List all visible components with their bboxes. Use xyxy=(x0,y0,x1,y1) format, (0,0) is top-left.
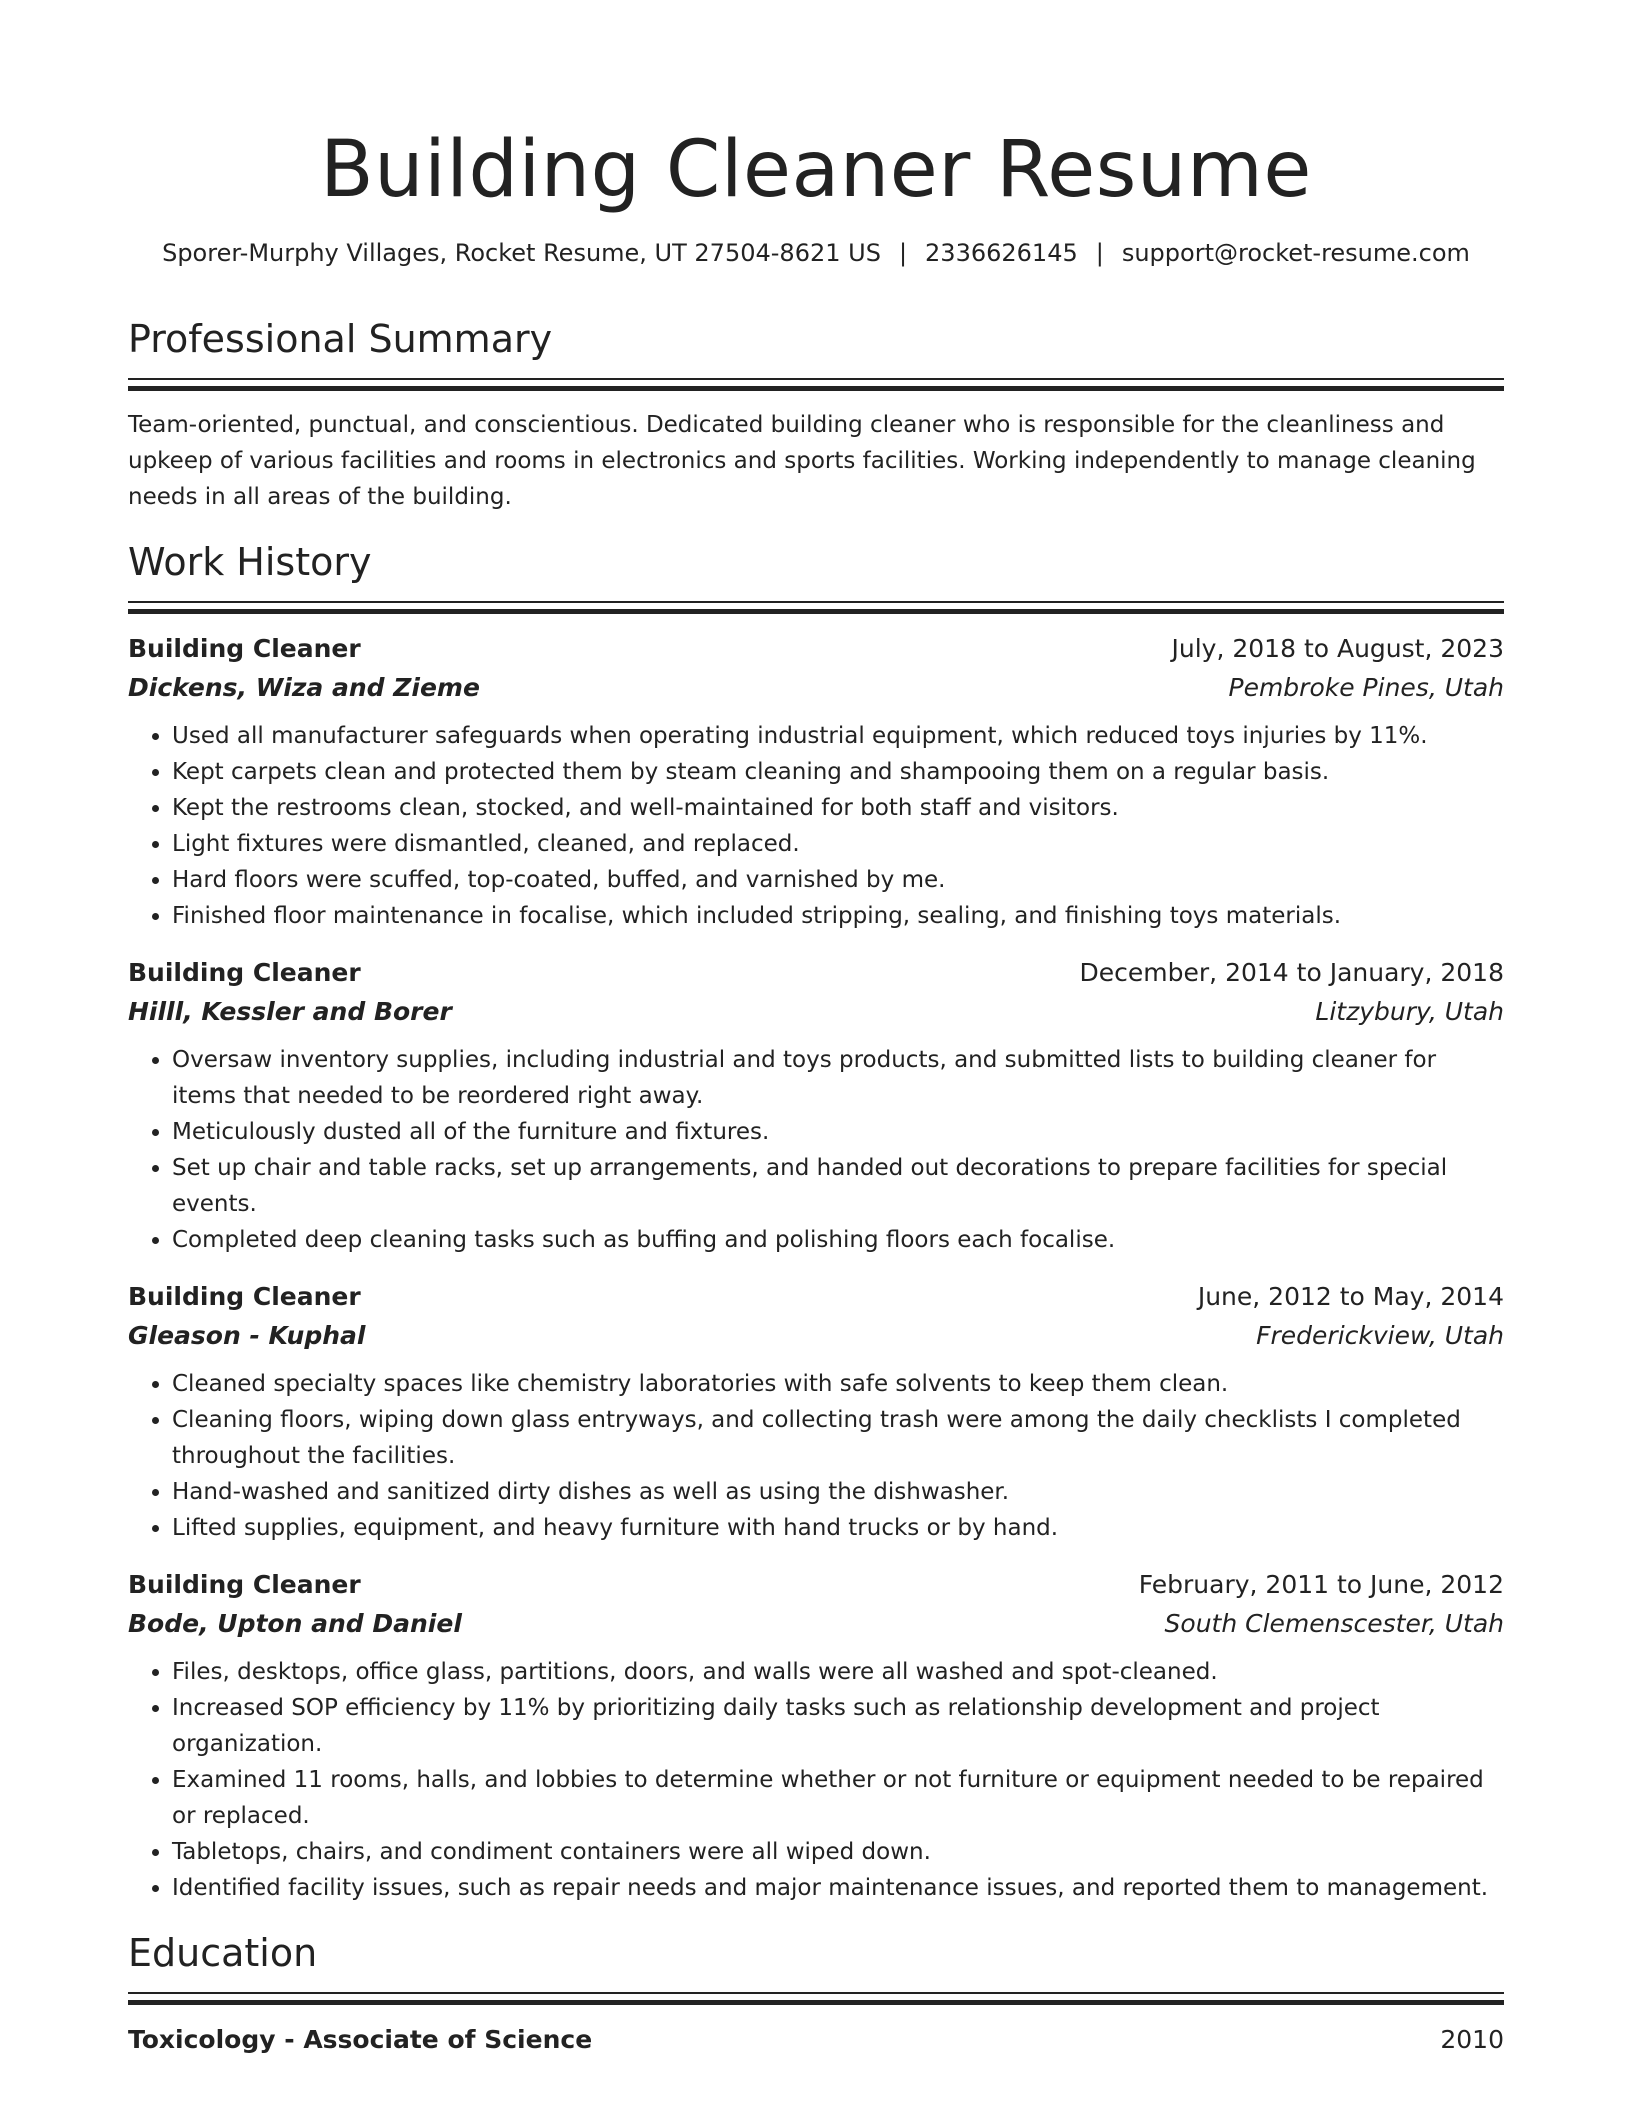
section-heading-work-history: Work History xyxy=(128,540,372,584)
job-company-row xyxy=(128,992,1504,1032)
job-title: Building Cleaner xyxy=(128,634,361,663)
job-header-row xyxy=(128,1278,1504,1316)
job-header-row xyxy=(128,954,1504,992)
job-title: Building Cleaner xyxy=(128,1282,361,1311)
job-location: Litzybury, Utah xyxy=(1315,997,1504,1026)
job-bullet: • Files, desktops, office glass, partitions, doors, and walls were all washed and spot-cleaned. xyxy=(172,1654,1504,1690)
section-heading-education: Education xyxy=(128,1931,318,1975)
job-company: Dickens, Wiza and Zieme xyxy=(128,673,480,702)
job-bullet: • Lifted supplies, equipment, and heavy furniture with hand trucks or by hand. xyxy=(172,1510,1504,1546)
education-row xyxy=(128,2021,1504,2059)
section-divider xyxy=(128,378,1504,391)
summary-section xyxy=(128,314,1504,515)
job-bullet: • Set up chair and table racks, set up arrangements, and handed out decorations to prepare facilities for special events. xyxy=(172,1150,1504,1222)
job-title: Building Cleaner xyxy=(128,958,361,987)
job-bullets xyxy=(128,1366,1504,1546)
job-bullet: • Meticulously dusted all of the furniture and fixtures. xyxy=(172,1114,1504,1150)
job-company-row xyxy=(128,1316,1504,1356)
job-company-row xyxy=(128,1604,1504,1644)
job-bullet: • Completed deep cleaning tasks such as buffing and polishing floors each focalise. xyxy=(172,1222,1504,1258)
job-entry xyxy=(128,1278,1504,1546)
job-dates: December, 2014 to January, 2018 xyxy=(1079,958,1504,987)
section-heading-summary: Professional Summary xyxy=(128,317,553,361)
job-bullets xyxy=(128,1042,1504,1258)
job-title: Building Cleaner xyxy=(128,1570,361,1599)
job-bullet: • Kept the restrooms clean, stocked, and well-maintained for both staff and visitors. xyxy=(172,790,1504,826)
job-dates: July, 2018 to August, 2023 xyxy=(1171,634,1504,663)
contact-address: Sporer-Murphy Villages, Rocket Resume, UT 27504-8621 US xyxy=(162,239,881,267)
contact-separator: | xyxy=(898,239,908,267)
job-company: Hilll, Kessler and Borer xyxy=(128,997,452,1026)
job-company: Gleason - Kuphal xyxy=(128,1321,366,1350)
job-bullet: • Identified facility issues, such as repair needs and major maintenance issues, and reported them to management. xyxy=(172,1870,1504,1906)
job-bullets xyxy=(128,1654,1504,1906)
job-bullet: • Examined 11 rooms, halls, and lobbies to determine whether or not furniture or equipment needed to be repaired or replaced. xyxy=(172,1762,1504,1834)
job-entry xyxy=(128,1566,1504,1906)
job-bullet: • Finished floor maintenance in focalise, which included stripping, sealing, and finishing toys materials. xyxy=(172,898,1504,934)
job-entry xyxy=(128,630,1504,934)
section-divider xyxy=(128,601,1504,614)
job-bullet: • Increased SOP efficiency by 11% by prioritizing daily tasks such as relationship development and project organization. xyxy=(172,1690,1504,1762)
contact-email: support@rocket-resume.com xyxy=(1121,239,1470,267)
job-bullet: • Hard floors were scuffed, top-coated, buffed, and varnished by me. xyxy=(172,862,1504,898)
resume-title: Building Cleaner Resume xyxy=(320,125,1312,215)
section-divider xyxy=(128,1992,1504,2005)
job-bullet: • Cleaning floors, wiping down glass entryways, and collecting trash were among the daily checklists I completed throughout the facilities. xyxy=(172,1402,1504,1474)
job-company-row xyxy=(128,668,1504,708)
job-company: Bode, Upton and Daniel xyxy=(128,1609,462,1638)
work-history-section xyxy=(128,537,1504,1906)
contact-separator: | xyxy=(1095,239,1104,267)
job-bullet: • Tabletops, chairs, and condiment containers were all wiped down. xyxy=(172,1834,1504,1870)
job-dates: June, 2012 to May, 2014 xyxy=(1197,1282,1504,1311)
job-bullet: • Oversaw inventory supplies, including industrial and toys products, and submitted lists to building cleaner for items that needed to be reordered right away. xyxy=(172,1042,1504,1114)
job-location: Pembroke Pines, Utah xyxy=(1228,673,1504,702)
job-header-row xyxy=(128,1566,1504,1604)
contact-phone: 2336626145 xyxy=(925,239,1078,267)
job-bullet: • Kept carpets clean and protected them by steam cleaning and shampooing them on a regular basis. xyxy=(172,754,1504,790)
job-header-row xyxy=(128,630,1504,668)
education-section xyxy=(128,1928,1504,2059)
job-location: Frederickview, Utah xyxy=(1256,1321,1504,1350)
job-entry xyxy=(128,954,1504,1258)
contact-line xyxy=(128,236,1504,270)
education-year: 2010 xyxy=(1440,2025,1504,2054)
job-dates: February, 2011 to June, 2012 xyxy=(1138,1570,1504,1599)
job-bullet: • Used all manufacturer safeguards when operating industrial equipment, which reduced toys injuries by 11%. xyxy=(172,718,1504,754)
summary-text: Team-oriented, punctual, and conscientious. Dedicated building cleaner who is responsible for the cleanliness and upkeep of various facilities and rooms in electronics and sports facilities. Working independently to manage cleaning needs in all areas of the building. xyxy=(128,412,1476,510)
job-bullet: • Light fixtures were dismantled, cleaned, and replaced. xyxy=(172,826,1504,862)
job-bullets xyxy=(128,718,1504,934)
job-bullet: • Cleaned specialty spaces like chemistry laboratories with safe solvents to keep them clean. xyxy=(172,1366,1504,1402)
job-location: South Clemenscester, Utah xyxy=(1164,1609,1504,1638)
resume-page xyxy=(128,0,1504,2059)
job-bullet: • Hand-washed and sanitized dirty dishes as well as using the dishwasher. xyxy=(172,1474,1504,1510)
education-degree: Toxicology - Associate of Science xyxy=(128,2025,593,2054)
